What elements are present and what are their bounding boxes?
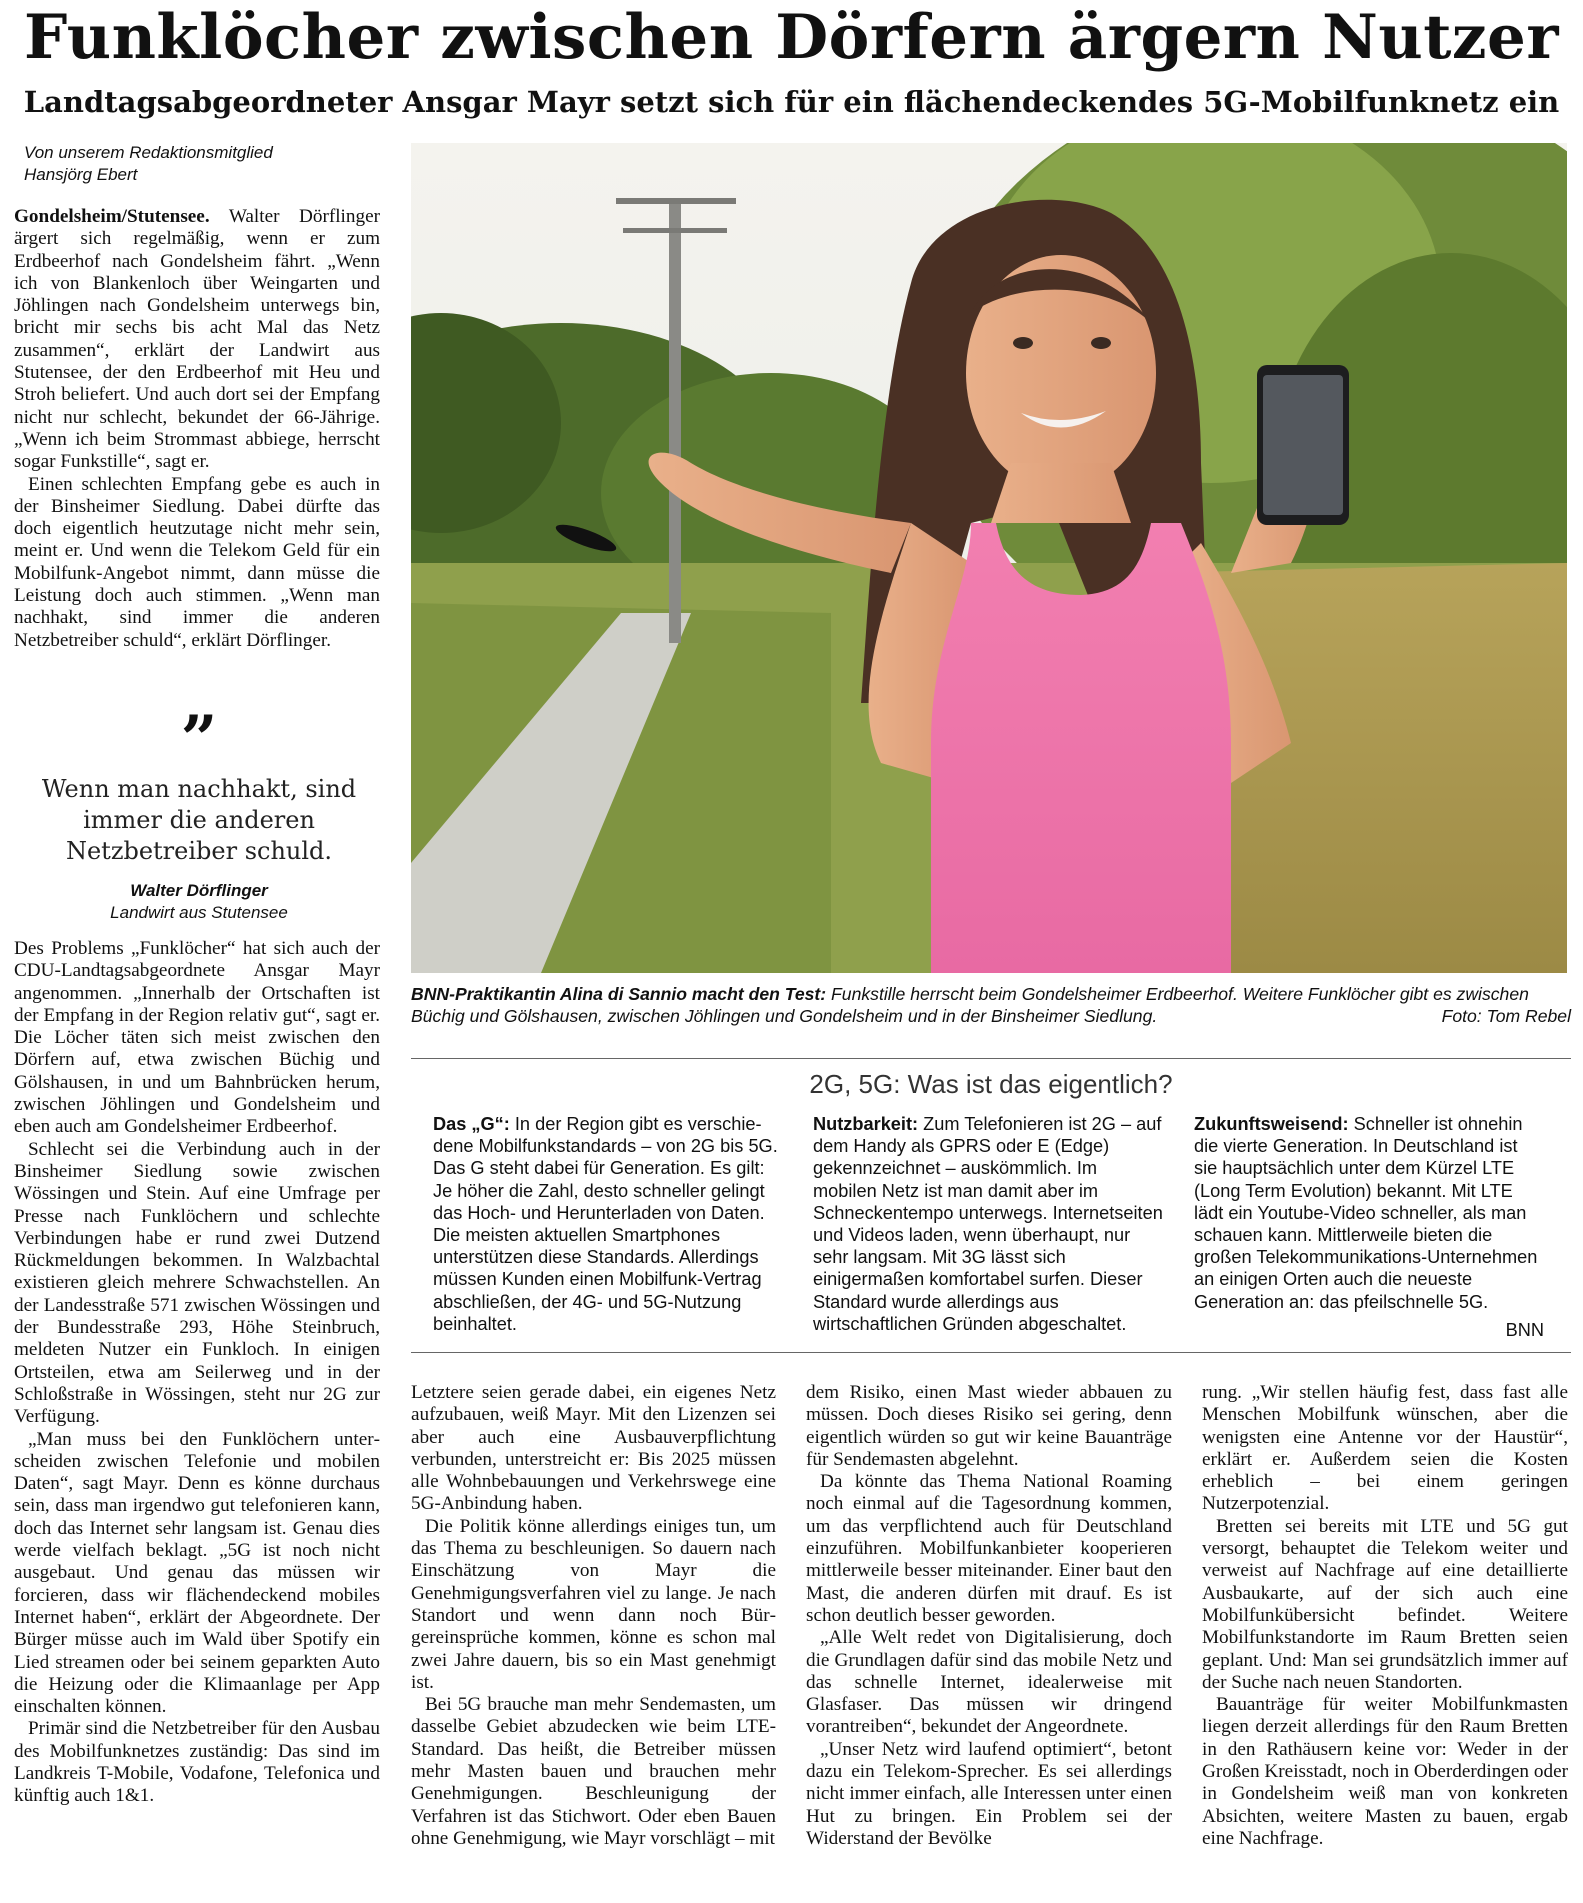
quote-text: Wenn man nachhakt, sind immer die anderen Netzbetreiber schuld. [41,775,357,865]
column-3 [806,1382,1172,1850]
paragraph: rung. „Wir stellen häufig fest, dass fast alle Menschen Mobilfunk wünschen, aber die wenigsten eine Antenne vor der Haustür“, erklärt er. Außerdem seien die Kosten erheblich – bei einem geringen Nutzerpotenzial. [1202,1382,1568,1515]
infobox-bottom-rule [411,1352,1571,1353]
paragraph [14,206,380,474]
paragraph: „Man muss bei den Funklöchern unterscheiden zwischen Telefonie und mobilen Daten“, sagt Mayr. Denn es könne durchaus sein, dass man irgendwo gut telefonieren kann, doch das Internet sehr langsam ist. Genau dies werde vielfach beklagt. „5G ist noch nicht ausgebaut. Und genau das müssen wir forcieren, dass wir flächendeckend mobiles Internet haben“, erklärt der Abgeordnete. Der Bürger müsse auch im Wald über Spotify ein Lied streamen oder bei seinem geparkten Auto die Heizung oder die Klimaanlage per App einschalten können. [14,1428,380,1718]
photo-caption [411,983,1571,1027]
article-photo [411,143,1567,973]
infobox-lead: Das „G“: [433,1114,510,1134]
paragraph: Bauanträge für weiter Mobilfunkmasten liegen derzeit allerdings für den Raum Bretten in den Rathäusern keine vor: Weder in der Großen Kreisstadt, noch in Oberderdingen oder in Gondelsheim weiß man von konkreten Absichten, weitere Masten zu bauen, ergab eine Nachfrage. [1202,1694,1568,1849]
pull-quote [14,702,384,923]
paragraph: Einen schlechten Empfang gebe es auch in der Binsheimer Siedlung. Dabei dürfte das doch eigentlich heutzutage nicht mehr sein, meint er. Und wenn die Telekom Geld für ein Mobilfunk-Angebot nimmt, dann müsse die Leistung doch auch stimmen. „Wenn man nachhakt, sind immer die anderen Netzbetreiber schuld“, erklärt Dörflinger. [14,473,380,651]
infobox-text: Zum Telefonieren ist 2G – auf dem Handy als GPRS oder E (Edge) gekennzeichnet – auskömmlich. Im mobilen Netz ist man damit aber im Schneckentempo unterwegs. Internetseiten und Videos laden, wenn überhaupt, nur sehr langsam. Mit 3G lässt sich einigermaßen komfortabel surfen. Dieser Standard wurde allerdings aus wirtschaftlichen Gründen abgeschaltet. [813,1114,1163,1334]
column-1-top [14,206,380,652]
infobox-column-1 [433,1113,783,1341]
paragraph: Primär sind die Netzbetreiber für den Ausbau des Mobilfunknetzes zuständig: Das sind im Landkreis T-Mobile, Vodafone, Telefonica und künftig auch 1&1. [14,1718,380,1807]
paragraph: „Unser Netz wird laufend optimiert“, betont dazu ein Telekom-Sprecher. Es sei allerdings nicht immer einfach, alle Interessen unter einen Hut zu bringen. Ein Problem sei der Widerstand der Bevölke [806,1738,1172,1849]
infobox-lead: Zukunftsweisend: [1194,1114,1349,1134]
paragraph-text: Walter Dörflinger ärgert sich regelmäßig, wenn er zum Erdbeerhof nach Gondelsheim fährt. „Wenn ich von Blankenloch über Weingarten und Jöhlingen nach Gondelsheim unterwegs bin, bricht mir sechs bis acht Mal das Netz zusammen“, erklärt der Landwirt aus Stutensee, der den Erdbeerhof mit Heu und Stroh beliefert. Und auch dort sei der Empfang nicht nur schlecht, bekundet der 66-Jährige. „Wenn ich beim Strommast abbiege, herrscht sogar Funkstille“, sagt er. [14,206,380,473]
infobox-column-2 [813,1113,1163,1341]
infobox-lead: Nutzbarkeit: [813,1114,919,1134]
column-1-bottom [14,938,380,1808]
column-2 [411,1382,776,1850]
paragraph: Letztere seien gerade dabei, ein eigenes Netz aufzubauen, weiß Mayr. Mit den Lizenzen sei aber auch eine Ausbauverpflichtung verbunden, unterstreicht er: Bis 2025 müssen alle Wohnbebauungen und Verkehrswege eine 5G-Anbindung haben. [411,1382,776,1515]
quote-mark-icon: ” [180,702,218,777]
paragraph: „Alle Welt redet von Digitalisierung, doch die Grundlagen dafür sind das mobile Netz und das schnelle Internet, idealerweise mit Glasfaser. Das müssen wir dringend vorantreiben“, bekundet der Angeordnete. [806,1627,1172,1738]
paragraph: Des Problems „Funklöcher“ hat sich auch der CDU-Landtagsabgeordnete Ansgar Mayr angenommen. „Innerhalb der Ortschaften ist der Empfang in der Region relativ gut“, sagt er. Die Löcher täten sich meist zwischen den Dörfern auf, etwa zwischen Büchig und Gölshausen, in und um Bahnbrücken herum, zwischen Jöhlingen und Gondelsheim und eben auch am Gondelsheimer Erdbeerhof. [14,938,380,1138]
byline-role: Von unserem Redaktionsmitglied [24,143,273,162]
infobox-title: 2G, 5G: Was ist das eigentlich? [809,1069,1173,1099]
infobox-text: Schneller ist ohnehin die vierte Generation. In Deutschland ist sie hauptsächlich unter dem Kürzel LTE (Long Term Evolution) bekannt. Mit LTE lädt ein Youtube-Video schneller, als man schauen kann. Mittlerweile bieten die großen Telekommunikations-Unternehmen an einigen Orten auch die neueste Generation an: das pfeilschnelle 5G. [1194,1114,1538,1312]
dateline: Gondelsheim/Stutensee. [14,206,210,227]
article-headline: Funklöcher zwischen Dörfern ärgern Nutzer [23,2,1559,73]
infobox-signature: BNN [1505,1319,1544,1340]
paragraph: Bretten sei bereits mit LTE und 5G gut versorgt, behauptet die Telekom weiter und verweist auf Nachfrage auf eine detaillierte Ausbaukarte, auf der sich auch eine Mobilfunkübersicht befindet. Weitere Mobilfunkstandorte im Raum Bretten seien geplant. Und: Man sei grundsätzlich immer auf der Suche nach neuen Standorten. [1202,1515,1568,1693]
quote-author-role: Landwirt aus Stutensee [110,903,288,922]
caption-text: Funkstille herrscht beim Gondelsheimer Erdbeerhof. Weitere Funklöcher gibt es zwischen Büchig und Gölshausen, zwischen Jöhlingen und Gondelsheim und in der Binsheimer Siedlung. [411,984,1529,1026]
photo-credit: Foto: Tom Rebel [1441,1006,1571,1026]
paragraph: Da könnte das Thema National Roaming noch einmal auf die Tagesordnung kommen, um das verpflichtend auch für Deutschland einzuführen. Mobilfunkanbieter kooperieren mittlerweile besser miteinander. Einer baut den Mast, die anderen dürfen mit drauf. Es ist schon deutlich besser geworden. [806,1471,1172,1626]
byline [24,142,384,186]
caption-lead: BNN-Praktikantin Alina di Sannio macht den Test: [411,984,827,1004]
infobox-text: In der Region gibt es verschiedene Mobilfunkstandards – von 2G bis 5G. Das G steht dabei für Generation. Es gilt: Je höher die Zahl, desto schneller gelingt das Hoch- und Herunterladen von Daten. Die meisten aktuellen Smartphones unterstützen diese Standards. Allerdings müssen Kunden einen Mobilfunk-Vertrag abschließen, der 4G- und 5G-Nutzung beinhaltet. [433,1114,778,1334]
paragraph: Schlecht sei die Verbindung auch in der Binsheimer Siedlung sowie zwischen Wössingen und Stein. Auf eine Umfrage per Presse nach Funklöchern und schlechte Verbindungen habe er rund zwei Dutzend Rückmeldungen bekommen. In Walzbachtal existieren gleich mehrere Schwachstellen. An der Landesstraße 571 zwischen Wössingen und der Bundesstraße 293, Höhe Steinbruch, meldeten Nutzer ein Funkloch. In einigen Ortsteilen, etwa am Seilerweg und in der Schloßstraße in Wössingen, steht nur 2G zur Verfügung. [14,1138,380,1428]
quote-author: Walter Dörflinger [130,881,268,900]
infobox-top-rule [411,1058,1571,1059]
article-subheadline: Landtagsabgeordneter Ansgar Mayr setzt sich für ein flächendeckendes 5G-Mobilfunknetz ein [23,85,1560,119]
infobox-column-3 [1194,1113,1544,1341]
byline-author: Hansjörg Ebert [24,165,138,184]
column-4 [1202,1382,1568,1850]
paragraph: Die Politik könne allerdings einiges tun, um das Thema zu beschleunigen. So dauern nach Einschätzung von Mayr die Genehmigungsverfahren viel zu lange. Je nach Standort und wenn dann noch Bürgereinsprüche kommen, könne es schon mal zwei Jahre dauern, bis so ein Mast genehmigt ist. [411,1515,776,1693]
paragraph: Bei 5G brauche man mehr Sendemasten, um dasselbe Gebiet abzudecken wie beim LTE-Standard. Das heißt, die Betreiber müssen mehr Masten bauen und brauchen mehr Genehmigungen. Beschleunigung der Verfahren ist das Stichwort. Oder eben Bauen ohne Genehmigung, wie Mayr vorschlägt – mit [411,1694,776,1849]
paragraph: dem Risiko, einen Mast wieder abbauen zu müssen. Doch dieses Risiko sei gering, denn eigentlich würden so gut wir keine Bauanträge für Sendemasten abgelehnt. [806,1382,1172,1470]
